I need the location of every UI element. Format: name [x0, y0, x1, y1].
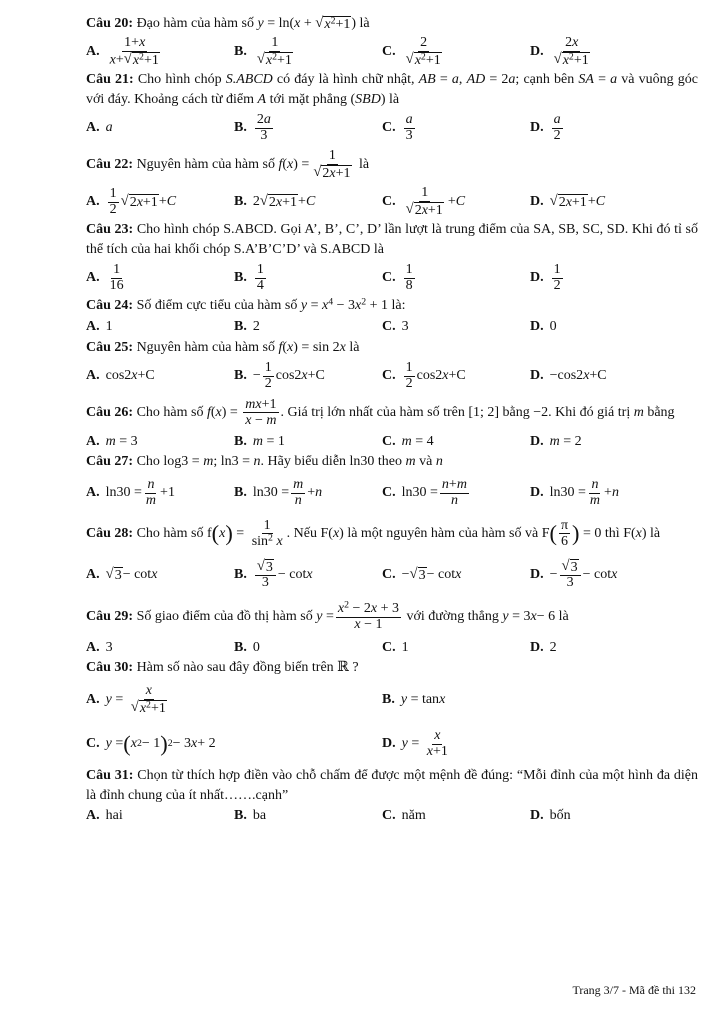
- option-a[interactable]: A. a: [86, 120, 113, 135]
- option-d[interactable]: D. $\frac{1}{2}$: [530, 261, 561, 293]
- question-30-options-row1: [86, 678, 698, 722]
- question-22-options: [86, 184, 698, 220]
- question-24: [86, 296, 698, 338]
- question-25-options: [86, 358, 698, 394]
- option-c[interactable]: C. $\frac{1}{2}$ cos2 x +C: [382, 359, 466, 391]
- question-23-stem: Câu 23: Cho hình chóp S.ABCD. Gọi A’, B’, C’, D’ lần lượt là trung điểm của SA, SB, SC, SD. Khi đó tỉ số thể tích của hai khối chóp S.A’B’C’D’ và S.ABCD là: [86, 222, 698, 257]
- page-footer: Trang 3/7 - Mã đề thi 132: [572, 983, 696, 997]
- option-a[interactable]: A. 1: [86, 319, 113, 334]
- option-a[interactable]: A. √ 3 − cot x: [86, 565, 158, 583]
- question-22-stem: Câu 22: Nguyên hàm của hàm số f ( x ) = 1 √ 2x+1 là: [86, 147, 370, 181]
- option-a[interactable]: A. y = x √ $x^2+1$: [86, 682, 166, 716]
- option-c[interactable]: C. năm: [382, 808, 426, 823]
- option-b[interactable]: B. 1 √ $x^2+1$: [234, 34, 292, 68]
- option-b[interactable]: B. − $\frac{1}{2}$ cos2 x +C: [234, 359, 325, 391]
- question-20-stem: Câu 20: Đạo hàm của hàm số y = ln(x + √ $x^2+1$ ) là: [86, 14, 370, 32]
- question-29-options: [86, 638, 698, 658]
- question-label: Câu 23:: [86, 222, 137, 237]
- question-21: [86, 70, 698, 146]
- option-d[interactable]: D. −cos2 x +C: [530, 368, 607, 383]
- question-30-options-row2: [86, 722, 698, 766]
- question-25-stem: Câu 25: Nguyên hàm của hàm số f(x) = sin 2x là: [86, 340, 360, 355]
- option-d[interactable]: D. 2x √ $x^2+1$: [530, 34, 589, 68]
- option-a[interactable]: A. $\frac{1}{2}$ √ 2x+1 + C: [86, 185, 177, 217]
- option-b[interactable]: B. y = tan x: [382, 692, 446, 707]
- question-28-options: [86, 554, 698, 596]
- question-23: [86, 220, 698, 296]
- option-d[interactable]: D. ln30 = $\frac{n}{m}$ + n: [530, 476, 619, 508]
- option-b[interactable]: B. $\frac{2a}{3}$: [234, 111, 271, 143]
- option-d[interactable]: D. − √ 3 3 − cot x: [530, 557, 618, 591]
- question-24-stem: Câu 24: Số điểm cực tiểu của hàm số $y = x^4 - 3x^2 + 1$ là:: [86, 296, 406, 313]
- question-31-stem: Câu 31: Chọn từ thích hợp điền vào chỗ chấm để được một mệnh đề đúng: “Mỗi đỉnh của một hình đa diện là đỉnh chung của ít nhất…….cạnh”: [86, 768, 698, 803]
- option-b[interactable]: B. ln30 = $\frac{m}{n}$ + n: [234, 476, 323, 508]
- question-26-stem: Câu 26: Cho hàm số f(x) = $\frac{mx+1}{x - m}$ . Giá trị lớn nhất của hàm số trên [1; 2] bằng −2. Khi đó giá trị m bằng: [86, 396, 675, 429]
- option-c[interactable]: C. ln30 = $\frac{n+m}{n}$: [382, 476, 467, 508]
- option-d[interactable]: D. 0: [530, 319, 557, 334]
- option-d[interactable]: D. y = $\frac{x}{x+1}$: [382, 727, 448, 759]
- option-b[interactable]: B. 2 √ 2x+1 + C: [234, 192, 316, 210]
- option-b[interactable]: B. 2: [234, 319, 260, 334]
- option-c[interactable]: C. $\frac{1}{8}$: [382, 261, 413, 293]
- question-30: [86, 658, 698, 766]
- question-28-stem: Câu 28: Cho hàm số f(x) = $\frac{1}{\sin^2 x}$ . Nếu F(x) là một nguyên hàm của hàm số và F( $\frac{\pi}{6}$ ) = 0 thì F(x) là: [86, 517, 661, 550]
- question-label: Câu 20:: [86, 16, 134, 31]
- question-20: [86, 14, 698, 70]
- option-a[interactable]: A. hai: [86, 808, 123, 823]
- question-27-options: [86, 472, 698, 514]
- option-a[interactable]: A. cos2 x +C: [86, 368, 155, 383]
- option-a[interactable]: A. 1+x x+ √ $x^2+1$: [86, 34, 159, 68]
- question-25: [86, 338, 698, 394]
- question-22: [86, 146, 698, 220]
- question-26-options: [86, 432, 698, 452]
- question-26: [86, 394, 698, 452]
- question-28: [86, 514, 698, 596]
- option-a[interactable]: A. m = 3: [86, 434, 138, 449]
- option-d[interactable]: D. $\frac{a}{2}$: [530, 111, 561, 143]
- option-b[interactable]: B. √ 3 3 − cot x: [234, 557, 313, 591]
- option-b[interactable]: B. ba: [234, 808, 267, 823]
- question-24-options: [86, 316, 698, 338]
- question-21-stem: Câu 21: Cho hình chóp S.ABCD có đáy là hình chữ nhật, AB = a, AD = 2a; cạnh bên SA = a và vuông góc với đáy. Khoảng cách từ điểm A tới mặt phẳng (SBD) là: [86, 72, 698, 107]
- question-27-stem: Câu 27: Cho log3 = m; ln3 = n. Hãy biểu diễn ln30 theo m và n: [86, 454, 443, 469]
- option-d[interactable]: D. √ 2x+1 + C: [530, 192, 606, 210]
- option-d[interactable]: D. 2: [530, 640, 557, 655]
- option-c[interactable]: C. 1 √ 2x+1 + C: [382, 184, 466, 218]
- option-a[interactable]: A. $\frac{1}{16}$: [86, 261, 124, 293]
- question-20-options: [86, 34, 698, 70]
- option-a[interactable]: A. 3: [86, 640, 113, 655]
- question-30-stem: Câu 30: Hàm số nào sau đây đồng biến trên ℝ ?: [86, 660, 359, 675]
- option-c[interactable]: C. 3: [382, 319, 409, 334]
- option-d[interactable]: D. m = 2: [530, 434, 582, 449]
- question-29-stem: Câu 29: Số giao điểm của đồ thị hàm số y = $\frac{x^2 - 2x + 3}{x - 1}$ với đường thẳng y = 3 x − 6 là: [86, 599, 569, 632]
- option-b[interactable]: B. 0: [234, 640, 260, 655]
- option-c[interactable]: C. $\frac{a}{3}$: [382, 111, 413, 143]
- option-b[interactable]: B. m = 1: [234, 434, 285, 449]
- question-27: [86, 452, 698, 514]
- option-c[interactable]: C. − √ 3 − cot x: [382, 565, 462, 583]
- question-31-options: [86, 806, 698, 826]
- option-a[interactable]: A. ln30 = $\frac{n}{m}$ +1: [86, 476, 175, 508]
- question-21-options: [86, 110, 698, 146]
- option-c[interactable]: C. 1: [382, 640, 409, 655]
- question-23-options: [86, 260, 698, 296]
- option-d[interactable]: D. bốn: [530, 808, 571, 823]
- option-c[interactable]: C. 2 √ $x^2+1$: [382, 34, 441, 68]
- option-b[interactable]: B. $\frac{1}{4}$: [234, 261, 264, 293]
- option-c[interactable]: C. m = 4: [382, 434, 434, 449]
- question-31: [86, 766, 698, 826]
- question-29: [86, 596, 698, 658]
- option-c[interactable]: C. y = ( x 2 − 1 ) 2 − 3 x + 2: [86, 730, 216, 756]
